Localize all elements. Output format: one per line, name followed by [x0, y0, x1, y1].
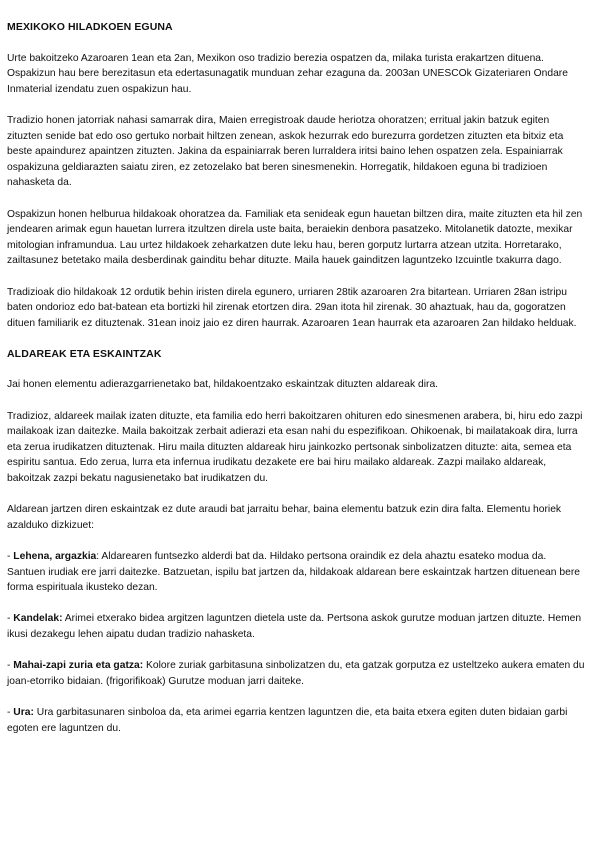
offering-item-water [7, 705, 585, 736]
offering-item-prefix: - [7, 660, 14, 672]
altars-paragraph-1: Jai honen elementu adierazgarrienetako bat, hildakoentzako eskaintzak dituzten aldareak dira. [7, 379, 439, 391]
offering-item-prefix: - [7, 613, 14, 625]
offering-item-tablecloth-salt [7, 658, 585, 689]
altars-paragraph-3: Aldarean jartzen diren eskaintzak ez dute araudi bat jarraitu behar, baina elementu batzuk ezin dira falta. Elementu horiek azalduko dizkizuet: [7, 504, 562, 531]
offering-item-text: : Aldarearen funtsezko alderdi bat da. Hildako pertsona oraindik ez dela ahaztu esateko modua da. Santuen irudiak ere jarri daitezke. Batzuetan, ispilu bat jartzen da, hildakoak aldarean bere eskaintzak hartzen dituenean bere forma espirituala ikusteko dezan. [7, 551, 580, 594]
offering-item-prefix: - [7, 551, 14, 562]
offering-item-term: Kandelak: [13, 613, 63, 625]
document-title: MEXIKOKO HILADKOEN EGUNA [7, 21, 173, 33]
offering-item-photo [7, 549, 585, 596]
offering-item-prefix: - [7, 706, 14, 718]
intro-paragraph-2: Tradizio honen jatorriak nahasi samarrak dira, Maien erregistroak daude heriotza ohoratzen; erritual jakin batzuk egiten zituzten senide bat edo oso gertuko norbait hiltzen zenean, askok hezurrak edo burezurra gordetzen zituzten eta bitxiz eta beste apaindurez apaintzen zituzten. Jakina da espainiarrak beren lurraldera iritsi baino lehen ospatzen zela. Espainiarrak ospakizuna geldiarazten saiatu ziren, ez zetozelako bat beren sinesmenekin. Horregatik, hildakoen eguna bi tradizioen nahasketa da. [7, 114, 564, 189]
offering-item-term: Lehena, argazkia [13, 551, 97, 562]
offering-item-text: Ura garbitasunaren sinboloa da, eta arimei egarria kentzen laguntzen die, eta baita etxera egiten duten bidaian garbi egoten ere laguntzen du. [7, 706, 568, 734]
altars-paragraph-2: Tradizioz, aldareek mailak izaten dituzte, eta familia edo herri bakoitzaren ohituren edo sinesmenen arabera, bi, hiru edo zazpi mailakoak izan daitezke. Maila bakoitzak zerbait adierazi eta esan nahi du espezifikoan. Ohikoenak, bi mailatakoak dira, lurra eta zerua irudikatzen dituztenak. Hiru maila dituzten aldareak hiru jainkozko pertsonak sinbolizatzen dituzte: aita, semea eta espiritu santua. Edo zerua, lurra eta infernua irudikatu dezakete ere bai hiru mailako aldareak. Zazpi mailako aldareak, bakoitzak zazpi bekatu nagusienetako bat irudikatzen du. [7, 410, 583, 485]
intro-paragraph-4: Tradizioak dio hildakoak 12 ordutik behin iristen direla egunero, urriaren 28tik azaroaren 2ra bitartean. Urriaren 28an istripu baten ondorioz edo bat-batean eta bortizki hil zirenak etortzen dira. 29an itota hil zirenak. 30 ahaztuak, hau da, gogoratzen dituen familiarik ez dituztenak. 31ean inoiz jaio ez diren haurrak. Azaroaren 1ean haurrak eta azaroaren 2an hildako helduak. [7, 286, 577, 329]
offering-item-term: Mahai-zapi zuria eta gatza: [13, 660, 144, 672]
offering-item-text: Kolore zuriak garbitasuna sinbolizatzen du, eta gatzak gorputza ez usteltzeko aukera ematen du joan-etorriko bidaian. (frigorifikoak) Gurutze moduan jarri daiteke. [7, 660, 585, 687]
offering-item-candles [7, 611, 585, 642]
offering-item-text: Arimei etxerako bidea argitzen laguntzen dietela uste da. Pertsona askok gurutze moduan jartzen dituzte. Hemen ikusi dezakegu lehen aipatu dudan tradizio nahasketa. [7, 613, 582, 640]
offering-item-term: Ura: [13, 706, 34, 718]
intro-paragraph-1: Urte bakoitzeko Azaroaren 1ean eta 2an, Mexikon oso tradizio berezia ospatzen da, milaka turista erakartzen dituena. Ospakizun hau bere berezitasun eta edertasunagatik munduan zehar ezaguna da. 2003an UNESCOk Gizateriaren Ondare Inmaterial izendatu zuen ospakizun hau. [7, 52, 568, 95]
document-page [7, 20, 585, 752]
intro-paragraph-3: Ospakizun honen helburua hildakoak ohoratzea da. Familiak eta senideak egun hauetan biltzen dira, maite zituzten eta hil zen jendearen arimak egun hauetan lurrera itzultzen direla uste baita, beraiekin denbora pasatzeko. Mitolanetik datozte, mexikar mitologian inframundua. Lau urtez hildakoek zeharkatzen dute leku hau, beren gorputz lurtarra atzean utzita. Horretarako, zailtasunez betetako maila desberdinak gainditu behar dituzte. Maila hauek gainditzen laguntzeko Izcuintle txakurra dago. [7, 208, 583, 267]
section-title-altars: ALDAREAK ETA ESKAINTZAK [7, 347, 162, 360]
